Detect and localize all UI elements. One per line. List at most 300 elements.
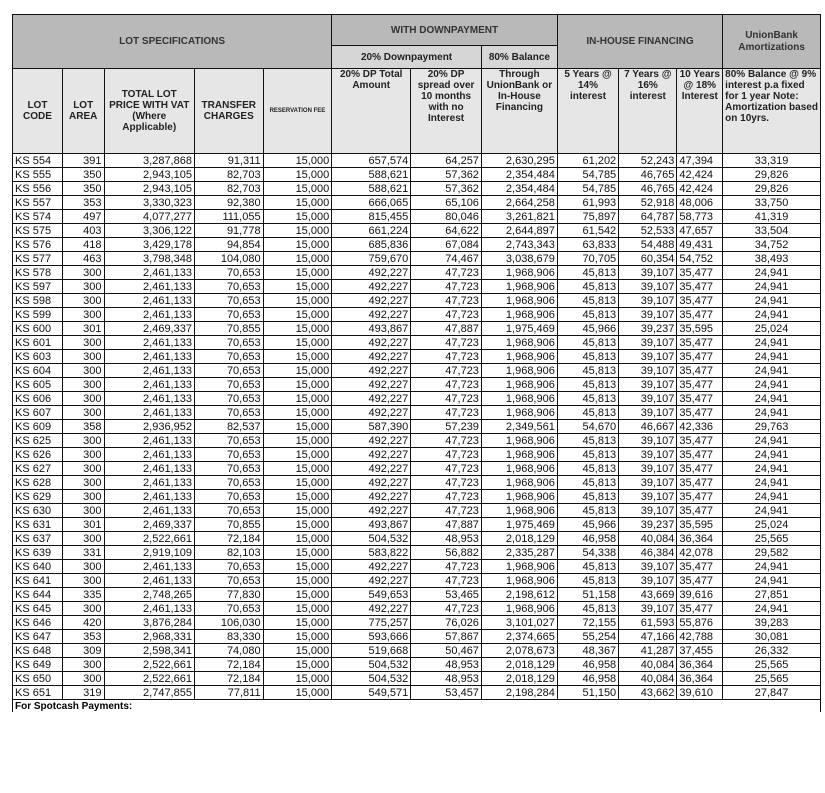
reservation-fee-cell: 15,000 xyxy=(263,322,332,336)
unionbank-amort-cell: 24,941 xyxy=(723,406,821,420)
dp-total-cell: 504,532 xyxy=(332,532,411,546)
seven-year-amort-cell: 52,533 xyxy=(619,224,677,238)
five-year-amort-cell: 45,813 xyxy=(557,350,618,364)
ten-year-amort-cell: 35,477 xyxy=(677,434,723,448)
transfer-charges-cell: 72,184 xyxy=(194,672,263,686)
five-year-amort-cell: 45,966 xyxy=(557,322,618,336)
five-year-amort-cell: 45,813 xyxy=(557,434,618,448)
transfer-charges-cell: 94,854 xyxy=(194,238,263,252)
dp-total-cell: 519,668 xyxy=(332,644,411,658)
reservation-fee-cell: 15,000 xyxy=(263,644,332,658)
total-price-cell: 2,461,133 xyxy=(104,406,194,420)
table-row xyxy=(13,294,821,308)
transfer-charges-cell: 70,653 xyxy=(194,602,263,616)
balance-80-cell: 2,198,284 xyxy=(481,686,557,700)
table-row xyxy=(13,350,821,364)
ten-year-amort-cell: 35,477 xyxy=(677,490,723,504)
reservation-fee-cell: 15,000 xyxy=(263,350,332,364)
table-row xyxy=(13,336,821,350)
ten-year-amort-cell: 42,424 xyxy=(677,182,723,196)
unionbank-amort-cell: 24,941 xyxy=(723,336,821,350)
lot-code-cell: KS 649 xyxy=(13,658,63,672)
balance-80-cell: 1,968,906 xyxy=(481,434,557,448)
table-row xyxy=(13,686,821,700)
five-year-amort-cell: 54,785 xyxy=(557,182,618,196)
five-year-amort-cell: 45,813 xyxy=(557,406,618,420)
unionbank-amort-cell: 33,504 xyxy=(723,224,821,238)
balance-80-cell: 1,968,906 xyxy=(481,392,557,406)
lot-code-cell: KS 625 xyxy=(13,434,63,448)
dp-monthly-cell: 47,723 xyxy=(411,336,482,350)
balance-80-cell: 2,354,484 xyxy=(481,182,557,196)
ten-year-amort-cell: 35,477 xyxy=(677,462,723,476)
balance-80-cell: 2,078,673 xyxy=(481,644,557,658)
table-row xyxy=(13,392,821,406)
lot-code-cell: KS 650 xyxy=(13,672,63,686)
lot-area-cell: 300 xyxy=(62,574,104,588)
transfer-charges-cell: 70,653 xyxy=(194,434,263,448)
ten-year-amort-cell: 58,773 xyxy=(677,210,723,224)
total-price-cell: 2,461,133 xyxy=(104,462,194,476)
transfer-charges-cell: 70,653 xyxy=(194,490,263,504)
transfer-charges-cell: 70,653 xyxy=(194,504,263,518)
dp-monthly-cell: 47,723 xyxy=(411,280,482,294)
dp-total-cell: 492,227 xyxy=(332,574,411,588)
reservation-fee-cell: 15,000 xyxy=(263,686,332,700)
lot-area-cell: 300 xyxy=(62,280,104,294)
five-year-amort-cell: 46,958 xyxy=(557,532,618,546)
lot-area-cell: 300 xyxy=(62,602,104,616)
dp-total-cell: 815,455 xyxy=(332,210,411,224)
transfer-charges-cell: 70,653 xyxy=(194,406,263,420)
lot-code-cell: KS 630 xyxy=(13,504,63,518)
five-year-amort-cell: 51,158 xyxy=(557,588,618,602)
transfer-charges-cell: 106,030 xyxy=(194,616,263,630)
dp-monthly-cell: 47,723 xyxy=(411,266,482,280)
table-row xyxy=(13,546,821,560)
unionbank-amort-cell: 24,941 xyxy=(723,476,821,490)
total-price-cell: 2,461,133 xyxy=(104,434,194,448)
lot-specifications-header: LOT SPECIFICATIONS xyxy=(13,15,332,69)
five-year-amort-cell: 75,897 xyxy=(557,210,618,224)
lot-area-cell: 300 xyxy=(62,672,104,686)
lot-code-cell: KS 605 xyxy=(13,378,63,392)
lot-area-cell: 309 xyxy=(62,644,104,658)
dp-monthly-cell: 57,239 xyxy=(411,420,482,434)
unionbank-amort-cell: 24,941 xyxy=(723,490,821,504)
seven-year-amort-cell: 39,107 xyxy=(619,406,677,420)
lot-code-cell: KS 606 xyxy=(13,392,63,406)
unionbank-amort-cell: 30,081 xyxy=(723,630,821,644)
balance-80-cell: 3,038,679 xyxy=(481,252,557,266)
lot-area-cell: 420 xyxy=(62,616,104,630)
total-price-cell: 2,461,133 xyxy=(104,490,194,504)
total-price-cell: 2,461,133 xyxy=(104,350,194,364)
five-year-amort-cell: 45,813 xyxy=(557,378,618,392)
total-price-cell: 2,747,855 xyxy=(104,686,194,700)
balance-80-cell: 1,968,906 xyxy=(481,364,557,378)
lot-code-cell: KS 607 xyxy=(13,406,63,420)
transfer-charges-cell: 70,653 xyxy=(194,462,263,476)
lot-area-cell: 300 xyxy=(62,364,104,378)
reservation-fee-cell: 15,000 xyxy=(263,182,332,196)
dp-total-cell: 504,532 xyxy=(332,672,411,686)
table-row xyxy=(13,420,821,434)
dp-total-cell: 493,867 xyxy=(332,322,411,336)
balance-80-cell: 2,630,295 xyxy=(481,154,557,168)
dp-total-cell: 549,571 xyxy=(332,686,411,700)
lot-area-header: LOT AREA xyxy=(62,69,104,154)
five-year-amort-cell: 45,813 xyxy=(557,308,618,322)
unionbank-amort-cell: 39,283 xyxy=(723,616,821,630)
lot-code-cell: KS 576 xyxy=(13,238,63,252)
unionbank-amort-cell: 24,941 xyxy=(723,434,821,448)
dp-monthly-cell: 47,723 xyxy=(411,504,482,518)
five-year-amort-cell: 45,813 xyxy=(557,266,618,280)
lot-area-cell: 300 xyxy=(62,392,104,406)
unionbank-amort-cell: 38,493 xyxy=(723,252,821,266)
dp-monthly-cell: 47,723 xyxy=(411,294,482,308)
dp-total-cell: 493,867 xyxy=(332,518,411,532)
unionbank-amort-cell: 24,941 xyxy=(723,392,821,406)
balance-80-cell: 2,374,665 xyxy=(481,630,557,644)
seven-year-amort-cell: 52,918 xyxy=(619,196,677,210)
transfer-charges-cell: 72,184 xyxy=(194,658,263,672)
lot-area-cell: 300 xyxy=(62,434,104,448)
five-year-amort-cell: 46,958 xyxy=(557,658,618,672)
five-year-amort-cell: 45,813 xyxy=(557,294,618,308)
five-year-amort-cell: 45,813 xyxy=(557,560,618,574)
dp-total-cell: 685,836 xyxy=(332,238,411,252)
table-row xyxy=(13,602,821,616)
dp-monthly-cell: 57,362 xyxy=(411,182,482,196)
table-row xyxy=(13,448,821,462)
lot-code-cell: KS 637 xyxy=(13,532,63,546)
balance-80-cell: 2,018,129 xyxy=(481,658,557,672)
lot-area-cell: 403 xyxy=(62,224,104,238)
table-row xyxy=(13,504,821,518)
reservation-fee-cell: 15,000 xyxy=(263,490,332,504)
balance-80-cell: 2,644,897 xyxy=(481,224,557,238)
dp-monthly-cell: 47,723 xyxy=(411,476,482,490)
lot-code-cell: KS 647 xyxy=(13,630,63,644)
unionbank-amort-cell: 29,826 xyxy=(723,168,821,182)
ten-year-amort-cell: 35,477 xyxy=(677,504,723,518)
dp-total-cell: 492,227 xyxy=(332,336,411,350)
ten-year-amort-cell: 35,477 xyxy=(677,406,723,420)
total-price-cell: 2,461,133 xyxy=(104,476,194,490)
lot-code-cell: KS 603 xyxy=(13,350,63,364)
table-row xyxy=(13,490,821,504)
lot-code-cell: KS 626 xyxy=(13,448,63,462)
transfer-charges-cell: 82,703 xyxy=(194,168,263,182)
lot-area-cell: 300 xyxy=(62,476,104,490)
ten-year-amort-cell: 42,336 xyxy=(677,420,723,434)
unionbank-note-header: 80% Balance @ 9% interest p.a fixed for 1 year Note: Amortization based on 10yrs. xyxy=(723,69,821,154)
seven-year-amort-cell: 39,107 xyxy=(619,336,677,350)
dp-total-cell: 492,227 xyxy=(332,280,411,294)
transfer-charges-cell: 70,653 xyxy=(194,336,263,350)
dp-monthly-cell: 64,257 xyxy=(411,154,482,168)
total-price-cell: 3,429,178 xyxy=(104,238,194,252)
dp-monthly-cell: 47,723 xyxy=(411,462,482,476)
balance-80-cell: 2,743,343 xyxy=(481,238,557,252)
seven-year-amort-cell: 39,107 xyxy=(619,490,677,504)
five-year-amort-cell: 45,813 xyxy=(557,476,618,490)
unionbank-amort-cell: 34,752 xyxy=(723,238,821,252)
lot-code-cell: KS 599 xyxy=(13,308,63,322)
total-price-cell: 2,522,661 xyxy=(104,658,194,672)
table-row xyxy=(13,322,821,336)
table-row xyxy=(13,476,821,490)
table-row xyxy=(13,364,821,378)
unionbank-amort-cell: 24,941 xyxy=(723,448,821,462)
dp-monthly-cell: 80,046 xyxy=(411,210,482,224)
reservation-fee-cell: 15,000 xyxy=(263,392,332,406)
ten-year-amort-cell: 49,431 xyxy=(677,238,723,252)
unionbank-amort-cell: 25,024 xyxy=(723,322,821,336)
total-price-cell: 2,469,337 xyxy=(104,518,194,532)
reservation-fee-cell: 15,000 xyxy=(263,308,332,322)
lot-area-cell: 300 xyxy=(62,336,104,350)
seven-year-amort-cell: 46,384 xyxy=(619,546,677,560)
total-price-cell: 2,461,133 xyxy=(104,448,194,462)
dp-total-cell: 492,227 xyxy=(332,406,411,420)
table-row xyxy=(13,154,821,168)
dp-total-cell: 759,670 xyxy=(332,252,411,266)
ten-year-amort-cell: 35,477 xyxy=(677,392,723,406)
unionbank-amort-cell: 27,847 xyxy=(723,686,821,700)
reservation-fee-cell: 15,000 xyxy=(263,252,332,266)
unionbank-amort-cell: 24,941 xyxy=(723,308,821,322)
seven-year-amort-cell: 39,107 xyxy=(619,434,677,448)
with-downpayment-header: WITH DOWNPAYMENT xyxy=(332,15,558,46)
balance-80-cell: 1,968,906 xyxy=(481,294,557,308)
ten-year-amort-cell: 39,610 xyxy=(677,686,723,700)
reservation-fee-cell: 15,000 xyxy=(263,658,332,672)
ten-year-amort-cell: 48,006 xyxy=(677,196,723,210)
lot-area-cell: 418 xyxy=(62,238,104,252)
five-year-amort-cell: 45,813 xyxy=(557,574,618,588)
transfer-charges-cell: 70,855 xyxy=(194,322,263,336)
reservation-fee-cell: 15,000 xyxy=(263,588,332,602)
reservation-fee-cell: 15,000 xyxy=(263,336,332,350)
reservation-fee-cell: 15,000 xyxy=(263,448,332,462)
dp-monthly-cell: 47,723 xyxy=(411,406,482,420)
reservation-fee-cell: 15,000 xyxy=(263,224,332,238)
balance-80-cell: 1,968,906 xyxy=(481,504,557,518)
ten-year-amort-cell: 55,876 xyxy=(677,616,723,630)
lot-code-cell: KS 640 xyxy=(13,560,63,574)
seven-year-amort-cell: 40,084 xyxy=(619,672,677,686)
seven-year-amort-cell: 40,084 xyxy=(619,658,677,672)
dp-total-cell: 657,574 xyxy=(332,154,411,168)
five-year-amort-cell: 45,813 xyxy=(557,504,618,518)
lot-code-cell: KS 645 xyxy=(13,602,63,616)
total-price-cell: 2,461,133 xyxy=(104,364,194,378)
reservation-fee-cell: 15,000 xyxy=(263,210,332,224)
reservation-fee-cell: 15,000 xyxy=(263,518,332,532)
seven-year-amort-cell: 39,107 xyxy=(619,392,677,406)
unionbank-amort-cell: 24,941 xyxy=(723,602,821,616)
dp-monthly-cell: 47,723 xyxy=(411,560,482,574)
dp-total-header: 20% DP Total Amount xyxy=(332,69,411,154)
total-price-cell: 4,077,277 xyxy=(104,210,194,224)
five-year-amort-cell: 70,705 xyxy=(557,252,618,266)
reservation-fee-cell: 15,000 xyxy=(263,672,332,686)
dp-monthly-cell: 74,467 xyxy=(411,252,482,266)
ten-year-amort-cell: 35,477 xyxy=(677,350,723,364)
total-price-cell: 3,306,122 xyxy=(104,224,194,238)
dp-monthly-cell: 65,106 xyxy=(411,196,482,210)
total-price-cell: 2,461,133 xyxy=(104,602,194,616)
ten-year-amort-cell: 35,477 xyxy=(677,574,723,588)
lot-area-cell: 300 xyxy=(62,266,104,280)
unionbank-amort-cell: 25,024 xyxy=(723,518,821,532)
unionbank-amort-cell: 41,319 xyxy=(723,210,821,224)
reservation-fee-cell: 15,000 xyxy=(263,476,332,490)
five-year-amort-cell: 54,670 xyxy=(557,420,618,434)
seven-year-amort-cell: 43,662 xyxy=(619,686,677,700)
seven-year-amort-cell: 60,354 xyxy=(619,252,677,266)
five-year-amort-cell: 46,958 xyxy=(557,672,618,686)
dp-total-cell: 549,653 xyxy=(332,588,411,602)
spotcash-footer: For Spotcash Payments: xyxy=(13,700,821,713)
lot-area-cell: 358 xyxy=(62,420,104,434)
lot-code-cell: KS 574 xyxy=(13,210,63,224)
dp-monthly-cell: 48,953 xyxy=(411,532,482,546)
balance-80-cell: 1,968,906 xyxy=(481,476,557,490)
lot-code-cell: KS 627 xyxy=(13,462,63,476)
balance-80-cell: 3,101,027 xyxy=(481,616,557,630)
seven-year-amort-cell: 39,107 xyxy=(619,504,677,518)
lot-area-cell: 391 xyxy=(62,154,104,168)
table-row xyxy=(13,630,821,644)
seven-year-amort-cell: 39,107 xyxy=(619,476,677,490)
ten-year-amort-cell: 35,477 xyxy=(677,266,723,280)
transfer-charges-cell: 91,311 xyxy=(194,154,263,168)
reservation-fee-cell: 15,000 xyxy=(263,462,332,476)
reservation-fee-cell: 15,000 xyxy=(263,364,332,378)
balance-80-cell: 2,018,129 xyxy=(481,672,557,686)
dp-total-cell: 492,227 xyxy=(332,308,411,322)
reservation-fee-cell: 15,000 xyxy=(263,406,332,420)
total-price-cell: 2,522,661 xyxy=(104,532,194,546)
seven-year-amort-cell: 61,593 xyxy=(619,616,677,630)
total-price-cell: 3,876,284 xyxy=(104,616,194,630)
lot-code-cell: KS 644 xyxy=(13,588,63,602)
transfer-charges-cell: 82,103 xyxy=(194,546,263,560)
total-price-cell: 2,461,133 xyxy=(104,336,194,350)
five-year-amort-cell: 61,202 xyxy=(557,154,618,168)
transfer-charges-cell: 70,653 xyxy=(194,280,263,294)
table-row xyxy=(13,378,821,392)
five-year-amort-cell: 45,813 xyxy=(557,392,618,406)
transfer-charges-cell: 70,653 xyxy=(194,560,263,574)
reservation-fee-cell: 15,000 xyxy=(263,378,332,392)
transfer-charges-cell: 70,653 xyxy=(194,574,263,588)
ten-year-amort-cell: 35,477 xyxy=(677,364,723,378)
table-row xyxy=(13,238,821,252)
dp-total-cell: 492,227 xyxy=(332,504,411,518)
five-year-amort-cell: 54,785 xyxy=(557,168,618,182)
ten-year-amort-cell: 42,078 xyxy=(677,546,723,560)
dp-total-cell: 666,065 xyxy=(332,196,411,210)
ten-year-amort-cell: 47,657 xyxy=(677,224,723,238)
table-row xyxy=(13,210,821,224)
seven-year-amort-cell: 39,107 xyxy=(619,448,677,462)
lot-code-header: LOT CODE xyxy=(13,69,63,154)
lot-price-table xyxy=(12,14,821,712)
total-price-header: TOTAL LOT PRICE WITH VAT (Where Applicable) xyxy=(104,69,194,154)
unionbank-amortizations-header: UnionBank Amortizations xyxy=(723,15,821,69)
table-row xyxy=(13,658,821,672)
ten-year-amort-cell: 35,477 xyxy=(677,448,723,462)
ten-year-amort-cell: 35,477 xyxy=(677,294,723,308)
balance-80-cell: 2,349,561 xyxy=(481,420,557,434)
total-price-cell: 2,461,133 xyxy=(104,294,194,308)
seven-year-amort-cell: 40,084 xyxy=(619,532,677,546)
balance-80-cell: 1,968,906 xyxy=(481,490,557,504)
dp-monthly-cell: 53,465 xyxy=(411,588,482,602)
dp-monthly-cell: 47,723 xyxy=(411,490,482,504)
seven-year-amort-cell: 39,107 xyxy=(619,294,677,308)
ten-year-amort-cell: 35,477 xyxy=(677,602,723,616)
dp-total-cell: 775,257 xyxy=(332,616,411,630)
dp-total-cell: 492,227 xyxy=(332,392,411,406)
lot-area-cell: 463 xyxy=(62,252,104,266)
ten-year-amort-cell: 35,477 xyxy=(677,308,723,322)
ten-year-amort-cell: 35,477 xyxy=(677,336,723,350)
unionbank-amort-cell: 25,565 xyxy=(723,532,821,546)
lot-area-cell: 353 xyxy=(62,196,104,210)
five-year-amort-cell: 45,813 xyxy=(557,602,618,616)
total-price-cell: 2,943,105 xyxy=(104,182,194,196)
total-price-cell: 2,469,337 xyxy=(104,322,194,336)
table-row xyxy=(13,672,821,686)
dp-total-cell: 588,621 xyxy=(332,182,411,196)
five-year-amort-cell: 63,833 xyxy=(557,238,618,252)
five-year-amort-cell: 45,966 xyxy=(557,518,618,532)
ten-year-amort-cell: 47,394 xyxy=(677,154,723,168)
transfer-charges-cell: 104,080 xyxy=(194,252,263,266)
total-price-cell: 2,461,133 xyxy=(104,392,194,406)
dp-monthly-cell: 76,026 xyxy=(411,616,482,630)
unionbank-amort-cell: 26,332 xyxy=(723,644,821,658)
unionbank-amort-cell: 25,565 xyxy=(723,672,821,686)
ten-year-amort-cell: 37,455 xyxy=(677,644,723,658)
lot-area-cell: 300 xyxy=(62,448,104,462)
lot-code-cell: KS 631 xyxy=(13,518,63,532)
lot-code-cell: KS 556 xyxy=(13,182,63,196)
seven-year-amort-cell: 52,243 xyxy=(619,154,677,168)
dp-monthly-cell: 67,084 xyxy=(411,238,482,252)
dp-total-cell: 492,227 xyxy=(332,448,411,462)
transfer-charges-cell: 77,830 xyxy=(194,588,263,602)
table-row xyxy=(13,434,821,448)
unionbank-amort-cell: 33,319 xyxy=(723,154,821,168)
ten-year-amort-cell: 35,477 xyxy=(677,560,723,574)
lot-area-cell: 350 xyxy=(62,182,104,196)
table-row xyxy=(13,280,821,294)
dp-monthly-cell: 47,723 xyxy=(411,308,482,322)
five-year-amort-cell: 72,155 xyxy=(557,616,618,630)
dp-total-cell: 492,227 xyxy=(332,266,411,280)
ten-year-amort-cell: 36,364 xyxy=(677,532,723,546)
five-year-amort-cell: 61,993 xyxy=(557,196,618,210)
dp-monthly-cell: 47,723 xyxy=(411,448,482,462)
lot-area-cell: 300 xyxy=(62,294,104,308)
